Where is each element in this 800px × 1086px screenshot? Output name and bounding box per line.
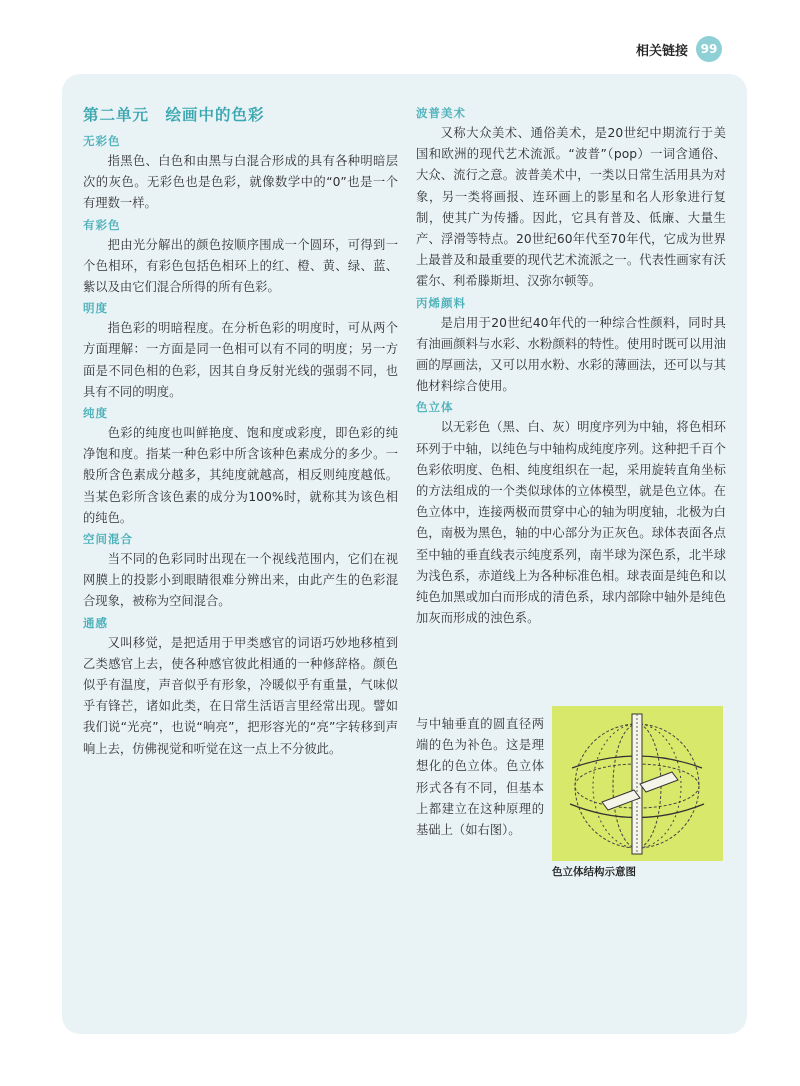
page-number-badge: 99 [696, 36, 722, 62]
section-text-synesthesia: 又叫移觉，是把适用于甲类感官的词语巧妙地移植到乙类感官上去，使各种感官彼此相通的一种修辞格。颜色似乎有温度，声音似乎有形象，冷暖似乎有重量，气味似乎有锋芒，诸如此类，在日常生活语言里经常出现。譬如我们说“光亮”，也说“响亮”，把形容光的“亮”字转移到声响上去，仿佛视觉和听觉在这一点上不分彼此。 [83, 635, 398, 756]
section-text-value: 指色彩的明暗程度。在分析色彩的明度时，可从两个方面理解：一方面是同一色相可以有不同的明度；另一方面是不同色相的色彩，因其自身反射光线的强弱不同，也具有不同的明度。 [83, 321, 398, 399]
unit-title: 第二单元 绘画中的色彩 [83, 106, 265, 124]
section-text-color-solid: 以无彩色（黑、白、灰）明度序列为中轴，将色相环环列于中轴，以纯色与中轴构成纯度序列。这种把千百个色彩依明度、色相、纯度组织在一起，采用旋转直角坐标的方法组成的一个类似球体的立体模型，就是色立体。在色立体中，连接两极而贯穿中心的轴为明度轴，北极为白色，南极为黑色，轴的中心部分为正灰色。球体表面各点至中轴的垂直线表示纯度系列，南半球为深色系，北半球为浅色系，赤道线上为各种标准色相。球表面是纯色和以纯色加黑或加白而形成的清色系，球内部除中轴外是纯色加灰而形成的浊色系。 [416, 420, 726, 626]
figure-caption: 色立体结构示意图 [552, 866, 636, 878]
related-links-label: 相关链接 [635, 43, 688, 59]
section-title-saturation: 纯度 [83, 406, 108, 421]
right-column [416, 104, 726, 630]
section-text-chromatic: 把由光分解出的颜色按顺序围成一个圆环，可得到一个色相环，有彩色包括色相环上的红、橙、黄、绿、蓝、紫以及由它们混合所得的所有色彩。 [83, 237, 398, 295]
color-solid-figure [552, 706, 723, 861]
left-column [83, 104, 398, 761]
section-title-color-solid: 色立体 [416, 400, 454, 415]
section-text-achromatic: 指黑色、白色和由黑与白混合形成的具有各种明暗层次的灰色。无彩色也是色彩，就像数学中的“0”也是一个有理数一样。 [83, 154, 398, 211]
section-text-pop-art: 又称大众美术、通俗美术，是20世纪中期流行于美国和欧洲的现代艺术流派。“波普”（pop）一词含通俗、大众、流行之意。波普美术中，一类以日常生活用具为对象，另一类将画报、连环画上的影星和名人形象进行复制，使其广为传播。因此，它具有普及、低廉、大量生产、浮滑等特点。20世纪60年代至70年代，它成为世界上最普及和最重要的现代艺术流派之一。代表性画家有沃霍尔、利希滕斯坦、汉弥尔顿等。 [416, 126, 726, 289]
section-text-saturation: 色彩的纯度也叫鲜艳度、饱和度或彩度，即色彩的纯净饱和度。指某一种色彩中所含该种色素成分的多少。一般所含色素成分越多，其纯度就越高，相反则纯度越低。当某色彩所含该色素的成分为100%时，就称其为该色相的纯色。 [83, 426, 398, 525]
page-header [636, 36, 722, 62]
section-title-pop-art: 波普美术 [416, 106, 466, 120]
section-text-acrylic: 是启用于20世纪40年代的一种综合性颜料，同时具有油画颜料与水彩、水粉颜料的特性。使用时既可以用油画的厚画法，又可以用水粉、水彩的薄画法，还可以与其他材料综合使用。 [416, 315, 726, 394]
section-text-spatial-mixing: 当不同的色彩同时出现在一个视线范围内，它们在视网膜上的投影小到眼睛很难分辨出来，由此产生的色彩混合现象，被称为空间混合。 [83, 552, 398, 609]
section-title-value: 明度 [83, 301, 108, 316]
section-title-spatial-mixing: 空间混合 [83, 532, 133, 547]
section-title-chromatic: 有彩色 [83, 217, 121, 232]
color-solid-wrap-text [416, 714, 544, 842]
section-title-achromatic: 无彩色 [83, 134, 121, 148]
section-title-acrylic: 丙烯颜料 [416, 295, 466, 310]
section-title-synesthesia: 通感 [83, 615, 108, 630]
color-solid-continued-text: 与中轴垂直的圆直径两端的色为补色。这是理想化的色立体。色立体形式各有不同，但基本上都建立在这种原理的基础上（如右图）。 [416, 717, 544, 838]
color-solid-sphere-diagram-icon [552, 706, 723, 861]
